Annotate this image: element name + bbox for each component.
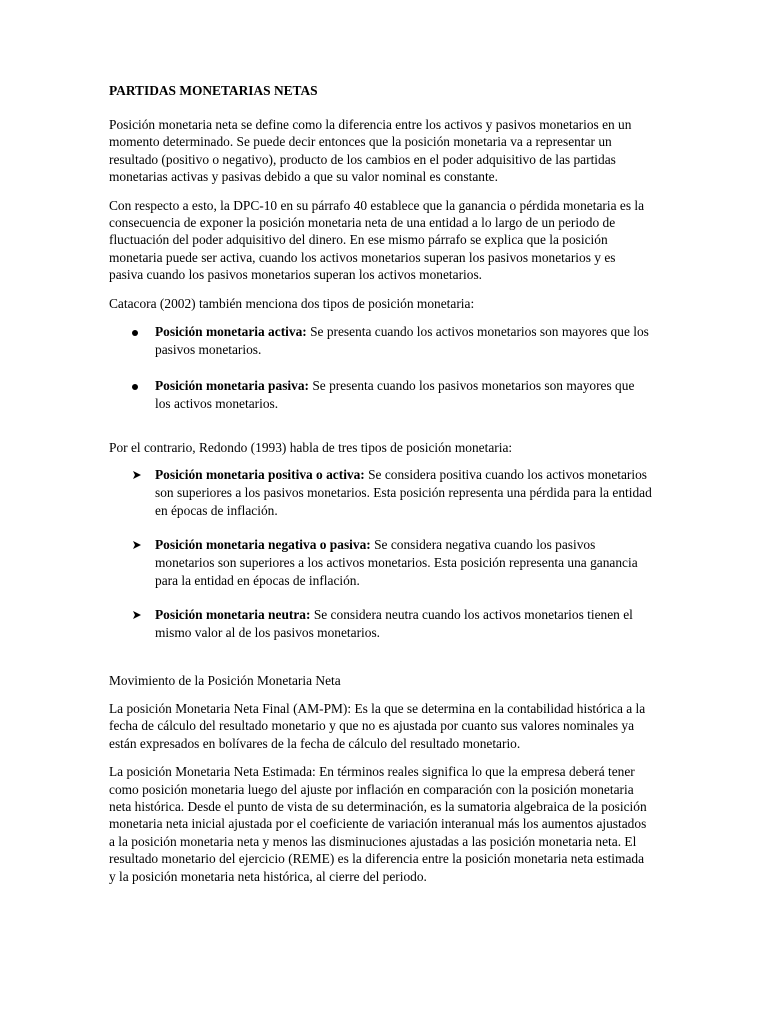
list-item — [109, 536, 653, 590]
list-item-term: Posición monetaria positiva o activa: — [155, 467, 365, 483]
arrow-bullet-icon — [132, 606, 142, 625]
bullet-icon — [132, 377, 138, 395]
list-item-term: Posición monetaria activa: — [155, 324, 307, 340]
list-item-term: Posición monetaria pasiva: — [155, 378, 309, 394]
arrow-bullet-icon — [132, 536, 142, 555]
redondo-list — [109, 466, 653, 642]
list-item-text: Se considera positiva cuando los activos monetarios son superiores a los pasivos monetarios. Esta posición representa una pérdida para la entidad en épocas de inflación. — [155, 467, 652, 519]
list-item-text: Se considera negativa cuando los pasivos monetarios son superiores a los activos monetarios. Esta posición representa una ganancia para la entidad en épocas de inflación. — [155, 537, 638, 589]
paragraph-estimated-position: La posición Monetaria Neta Estimada: En términos reales significa lo que la empresa deberá tener como posición monetaria luego del ajuste por inflación en comparación con la posición monetaria neta histórica. Desde el punto de vista de su determinación, es la sumatoria algebraica de la posición monetaria neta inicial ajustada por el coeficiente de variación interanual más los aumentos ajustados a la posición monetaria neta y menos las disminuciones ajustadas a las posición monetaria neta. El resultado monetario del ejercicio (REME) es la diferencia entre la posición monetaria neta estimada y la posición monetaria neta histórica, al cierre del periodo. — [109, 764, 647, 884]
paragraph-final-position: La posición Monetaria Neta Final (AM-PM): Es la que se determina en la contabilidad histórica a la fecha de cálculo del resultado monetario y que no es ajustada por cuanto sus valores nominales ya están expresados en bolívares de la fecha de cálculo del resultado monetario. — [109, 700, 646, 751]
list-item — [109, 606, 653, 642]
section-heading: Movimiento de la Posición Monetaria Neta — [109, 673, 341, 689]
bullet-icon — [132, 323, 138, 341]
list-item — [109, 377, 653, 413]
document-page — [109, 82, 653, 896]
catacora-list — [109, 323, 653, 413]
list-item-term: Posición monetaria negativa o pasiva: — [155, 537, 371, 553]
list-item-text: Se considera neutra cuando los activos monetarios tienen el mismo valor al de los pasivos monetarios. — [155, 607, 633, 641]
list-item-text: Se presenta cuando los pasivos monetarios son mayores que los activos monetarios. — [155, 378, 635, 412]
paragraph-catacora-intro: Catacora (2002) también menciona dos tipos de posición monetaria: — [109, 295, 475, 311]
arrow-bullet-icon — [132, 466, 142, 485]
paragraph-definition: Posición monetaria neta se define como la diferencia entre los activos y pasivos monetarios en un momento determinado. Se puede decir entonces que la posición monetaria va a representar un resultado (positivo o negativo), producto de los cambios en el poder adquisitivo de las partidas monetarias activas y pasivas debido a que su valor nominal es constante. — [109, 117, 632, 185]
paragraph-redondo-intro: Por el contrario, Redondo (1993) habla de tres tipos de posición monetaria: — [109, 440, 513, 456]
page-title: PARTIDAS MONETARIAS NETAS — [109, 83, 318, 98]
list-item-text: Se presenta cuando los activos monetarios son mayores que los pasivos monetarios. — [155, 324, 649, 358]
list-item-term: Posición monetaria neutra: — [155, 607, 311, 623]
list-item — [109, 466, 653, 520]
list-item — [109, 323, 653, 359]
paragraph-dpc10: Con respecto a esto, la DPC-10 en su párrafo 40 establece que la ganancia o pérdida monetaria es la consecuencia de exponer la posición monetaria neta de una entidad a lo largo de un periodo de fluctuación del poder adquisitivo del dinero. En ese mismo párrafo se explica que la posición monetaria puede ser activa, cuando los activos monetarios superan los pasivos monetarios y es pasiva cuando los pasivos monetarios superan los activos monetarios. — [109, 197, 645, 283]
